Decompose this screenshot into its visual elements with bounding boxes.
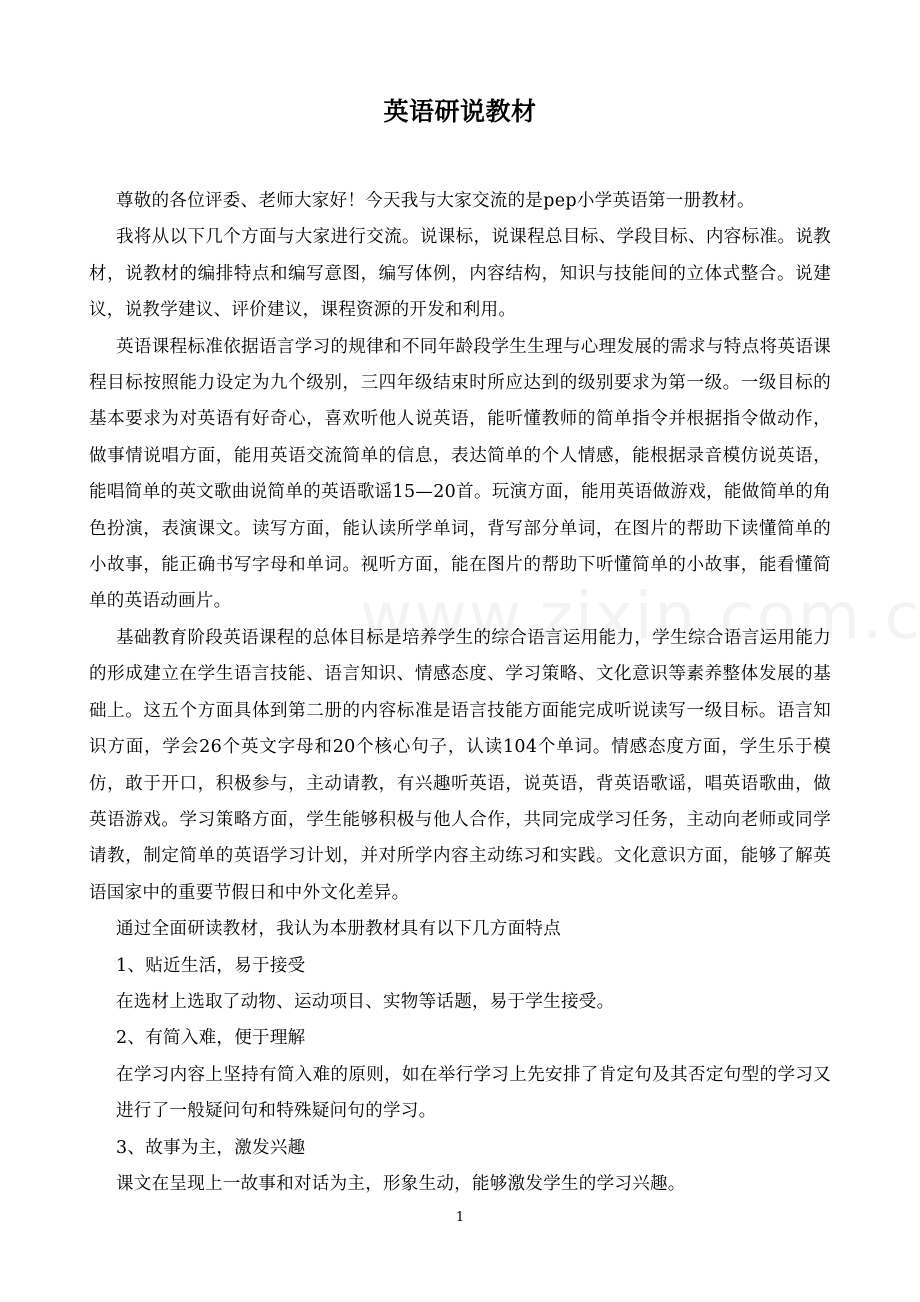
feature-heading-2: 2、有简入难，便于理解 <box>116 1028 306 1049</box>
paragraph-curriculum-standard: 英语课程标准依据语言学习的规律和不同年龄段学生生理与心理发展的需求与特点将英语课程目标按照能力设定为九个级别，三四年级结束时所应达到的级别要求为第一级。一级目标的基本要求为对英语有好奇心，喜欢听他人说英语，能听懂教师的简单指令并根据指令做动作，做事情说唱方面，能用英语交流简单的信息，表达简单的个人情感，能根据录音模仿说英语，能唱简单的英文歌曲说简单的英语歌谣15—20首。玩演方面，能用英语做游戏，能做简单的角色扮演，表演课文。读写方面，能认读所学单词，背写部分单词，在图片的帮助下读懂简单的小故事，能正确书写字母和单词。视听方面，能在图片的帮助下听懂简单的小故事，能看懂简单的英语动画片。 <box>89 336 831 612</box>
feature-text-2: 在学习内容上坚持有简入难的原则，如在举行学习上先安排了肯定句及其否定句型的学习又进行了一般疑问句和特殊疑问句的学习。 <box>116 1064 831 1122</box>
paragraph-features-intro: 通过全面研读教材，我认为本册教材具有以下几方面特点 <box>116 919 561 940</box>
page-number: 1 <box>455 1210 465 1225</box>
feature-heading-3: 3、故事为主，激发兴趣 <box>116 1137 306 1158</box>
feature-text-3: 课文在呈现上一故事和对话为主，形象生动，能够激发学生的学习兴趣。 <box>116 1173 686 1194</box>
paragraph-overall-goal: 基础教育阶段英语课程的总体目标是培养学生的综合语言运用能力，学生综合语言运用能力的形成建立在学生语言技能、语言知识、情感态度、学习策略、文化意识等素养整体发展的基础上。这五个方面具体到第二册的内容标准是语言技能方面能完成听说读写一级目标。语言知识方面，学会26个英文字母和20个核心句子，认读104个单词。情感态度方面，学生乐于模仿，敢于开口，积极参与，主动请教，有兴趣听英语，说英语，背英语歌谣，唱英语歌曲，做英语游戏。学习策略方面，学生能够积极与他人合作，共同完成学习任务，主动向老师或同学请教，制定简单的英语学习计划，并对所学内容主动练习和实践。文化意识方面，能够了解英语国家中的重要节假日和中外文化差异。 <box>89 627 831 903</box>
page-title: 英语研说教材 <box>383 97 537 126</box>
paragraph-greeting: 尊敬的各位评委、老师大家好！今天我与大家交流的是pep小学英语第一册教材。 <box>116 191 755 211</box>
paragraph-outline: 我将从以下几个方面与大家进行交流。说课标，说课程总目标、学段目标、内容标准。说教材，说教材的编排特点和编写意图，编写体例，内容结构，知识与技能间的立体式整合。说建议，说教学建议、评价建议，课程资源的开发和利用。 <box>89 227 831 321</box>
feature-text-1: 在选材上选取了动物、运动项目、实物等话题，易于学生接受。 <box>116 991 615 1012</box>
document-body <box>89 183 831 1202</box>
feature-heading-1: 1、贴近生活，易于接受 <box>116 955 306 976</box>
